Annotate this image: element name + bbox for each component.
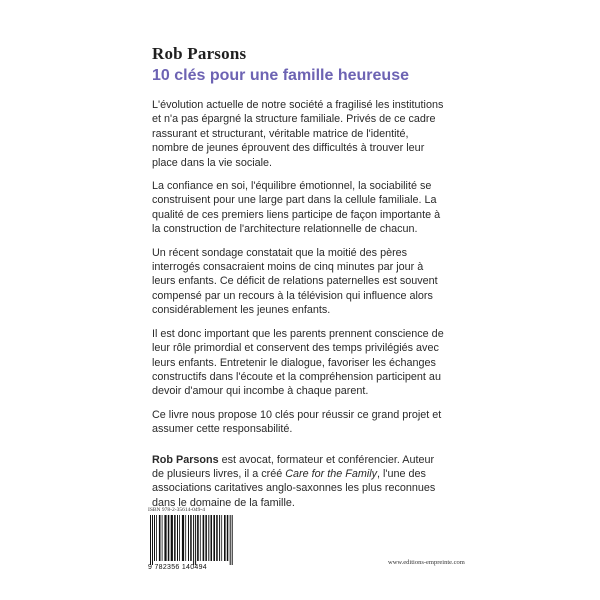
blurb (152, 98, 446, 519)
blurb-paragraph: La confiance en soi, l'équilibre émotionnel, la sociabilité se construisent pour une large part dans la cellule familiale. La qualité de ces premiers liens participe de façon importante à la construction de l'architecture relationnelle de chacun. (152, 180, 441, 236)
barcode-digits: 9 782356 140494 (148, 564, 207, 571)
author-name: Rob Parsons (152, 44, 247, 63)
blurb-paragraph: L'évolution actuelle de notre société a fragilisé les institutions et n'a pas épargné la structure familiale. Privés de ce cadre rassurant et structurant, véritable matrice de l'identité, nombre de jeunes éprouvent des difficultés à trouver leur place dans la vie sociale. (152, 99, 444, 169)
blurb-paragraph: Il est donc important que les parents prennent conscience de leur rôle primordial et conservent des temps privilégiés avec leurs enfants. Entretenir le dialogue, favoriser les échanges constructifs dans l'écoute et la compréhension participent au devoir d'amour qui incombe à chaque parent. (152, 327, 444, 398)
author-bio (152, 453, 446, 511)
bio-author-name: Rob Parsons (152, 453, 219, 466)
bio-organization: Care for the Family (285, 467, 378, 480)
blurb-paragraph: Ce livre nous propose 10 clés pour réussir ce grand projet et assumer cette responsabilité. (152, 408, 442, 436)
barcode-icon (148, 515, 240, 567)
blurb-paragraph: Un récent sondage constatait que la moitié des pères interrogés consacraient moins de cinq minutes par jour à leurs enfants. Ce déficit de relations paternelles est souvent compensé par un recours à la télévision qui influence alors considérablement les jeunes enfants. (152, 246, 438, 317)
book-title: 10 clés pour une famille heureuse (152, 67, 409, 84)
bio-text-2: , l'une des associations caritatives anglo-saxonnes les plus reconnues dans le domaine de la famille. (152, 467, 436, 509)
bio-text-1: est avocat, formateur et conférencier. Auteur de plusieurs livres, il a créé (152, 453, 435, 480)
publisher-website: www.editions-empreinte.com (388, 559, 465, 566)
isbn-label: ISBN 978-2-35614-049-4 (148, 507, 205, 513)
